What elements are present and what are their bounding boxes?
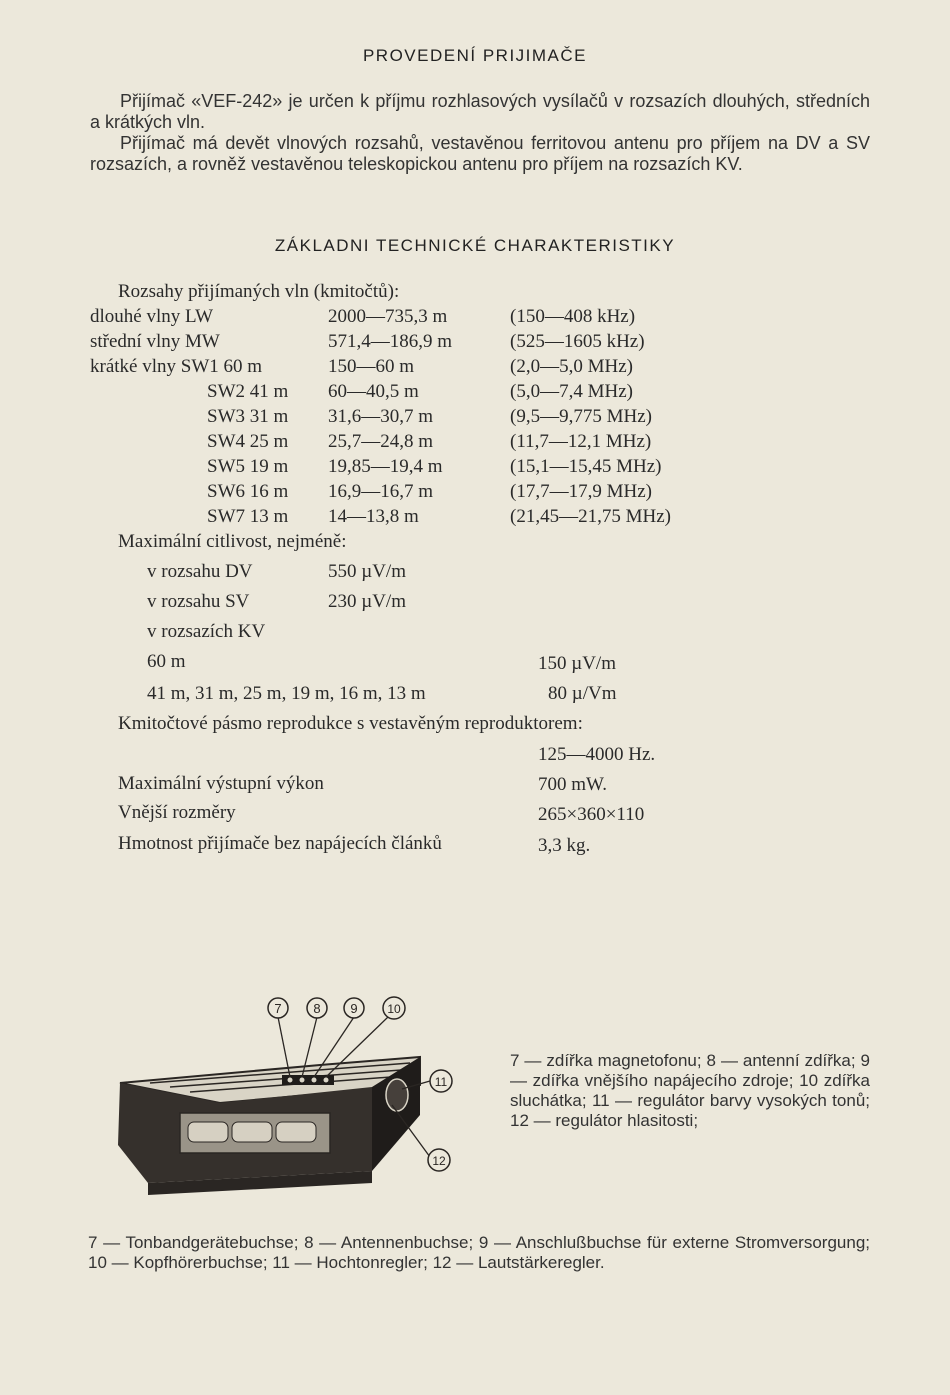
band-freq: (17,7—17,9 MHz) — [510, 481, 652, 502]
band-freq: (11,7—12,1 MHz) — [510, 431, 652, 452]
sensitivity-other-value: 80 µ/Vm — [548, 683, 617, 704]
figure-caption-german: 7 — Tonbandgerätebuchse; 8 — Antennenbuchse; 9 — Anschlußbuchse für externe Stromversorgung; 10 — Kopfhörerbuchse; 11 — Hochtonregler; 12 — Lautstärkeregler. — [88, 1233, 870, 1272]
band-name: SW5 19 m — [207, 456, 289, 477]
sensitivity-dv-value: 550 µV/m — [328, 561, 406, 582]
figure-label-8-text: 8 — [313, 1001, 321, 1016]
figure-label-9 — [344, 998, 364, 1018]
band-meters: 60—40,5 m — [328, 381, 419, 402]
figure-label-8 — [307, 998, 327, 1018]
figure-label-9-text: 9 — [350, 1001, 358, 1016]
power-value: 700 mW. — [538, 774, 607, 795]
sensitivity-sv-label: v rozsahu SV — [147, 591, 250, 612]
band-name: SW7 13 m — [207, 506, 289, 527]
sensitivity-sv-value: 230 µV/m — [328, 591, 406, 612]
intro-text — [90, 91, 870, 175]
band-name: SW6 16 m — [207, 481, 289, 502]
power-label: Maximální výstupní výkon — [118, 773, 324, 794]
band-meters: 150—60 m — [328, 356, 415, 377]
weight-label: Hmotnost přijímače bez napájecích článků — [118, 833, 442, 854]
band-meters: 571,4—186,9 m — [328, 331, 453, 352]
ranges-label: Rozsahy přijímaných vln (kmitočtů): — [118, 281, 400, 302]
figure-label-10 — [383, 997, 405, 1019]
band-name: SW2 41 m — [207, 381, 289, 402]
band-freq: (15,1—15,45 MHz) — [510, 456, 662, 477]
sensitivity-label: Maximální citlivost, nejméně: — [118, 531, 347, 552]
figure-label-7-text: 7 — [274, 1001, 282, 1016]
sensitivity-60m-label: 60 m — [147, 651, 186, 672]
band-freq: (9,5—9,775 MHz) — [510, 406, 652, 427]
band-name: SW4 25 m — [207, 431, 289, 452]
section-heading-design: PROVEDENÍ PRIJIMAČE — [362, 46, 588, 65]
band-freq: (525—1605 kHz) — [510, 331, 645, 352]
dimensions-label: Vnější rozměry — [118, 802, 236, 823]
band-name: dlouhé vlny LW — [90, 306, 214, 327]
sensitivity-kv-label: v rozsazích KV — [147, 621, 266, 642]
weight-value: 3,3 kg. — [538, 835, 591, 856]
figure-label-11 — [430, 1070, 452, 1092]
figure-label-12 — [428, 1149, 450, 1171]
figure-label-7 — [268, 998, 288, 1018]
band-freq: (2,0—5,0 MHz) — [510, 356, 633, 377]
sensitivity-60m-value: 150 µV/m — [538, 653, 616, 674]
band-meters: 25,7—24,8 m — [328, 431, 434, 452]
radio-illustration — [110, 995, 470, 1200]
band-freq: (21,45—21,75 MHz) — [510, 506, 671, 527]
intro-paragraph-2: Přijímač má devět vlnových rozsahů, vestavěnou ferritovou antenu pro příjem na DV a SV rozsazích, a rovněž vestavěnou teleskopickou antenu pro příjem na rozsazích KV. — [90, 133, 870, 174]
figure-label-11-text: 11 — [434, 1075, 448, 1089]
freq-response-value: 125—4000 Hz. — [538, 744, 656, 765]
band-name: SW3 31 m — [207, 406, 289, 427]
band-freq: (150—408 kHz) — [510, 306, 636, 327]
figure-caption-czech: 7 — zdířka magnetofonu; 8 — antenní zdířka; 9 — zdířka vnějšího napájecího zdroje; 10 zdířka sluchátka; 11 — regulátor barvy vysokých tonů; 12 — regulátor hlasitosti; — [510, 1051, 870, 1130]
sensitivity-dv-label: v rozsahu DV — [147, 561, 253, 582]
section-heading-specs: ZÁKLADNI TECHNICKÉ CHARAKTERISTIKY — [274, 236, 676, 255]
band-meters: 31,6—30,7 m — [328, 406, 434, 427]
figure-label-12-text: 12 — [432, 1154, 446, 1168]
figure-label-10-text: 10 — [387, 1002, 401, 1016]
band-meters: 19,85—19,4 m — [328, 456, 443, 477]
band-meters: 14—13,8 m — [328, 506, 419, 527]
dimensions-value: 265×360×110 — [538, 804, 645, 825]
band-name: krátké vlny SW1 60 m — [90, 356, 263, 377]
band-meters: 2000—735,3 m — [328, 306, 448, 327]
intro-paragraph-1: Přijímač «VEF-242» je určen k příjmu rozhlasových vysílačů v rozsazích dlouhých, středních a krátkých vln. — [90, 91, 870, 132]
band-name: střední vlny MW — [90, 331, 220, 352]
band-freq: (5,0—7,4 MHz) — [510, 381, 633, 402]
freq-response-label: Kmitočtové pásmo reprodukce s vestavěným reproduktorem: — [118, 713, 583, 734]
band-meters: 16,9—16,7 m — [328, 481, 434, 502]
sensitivity-other-label: 41 m, 31 m, 25 m, 19 m, 16 m, 13 m — [147, 683, 426, 704]
